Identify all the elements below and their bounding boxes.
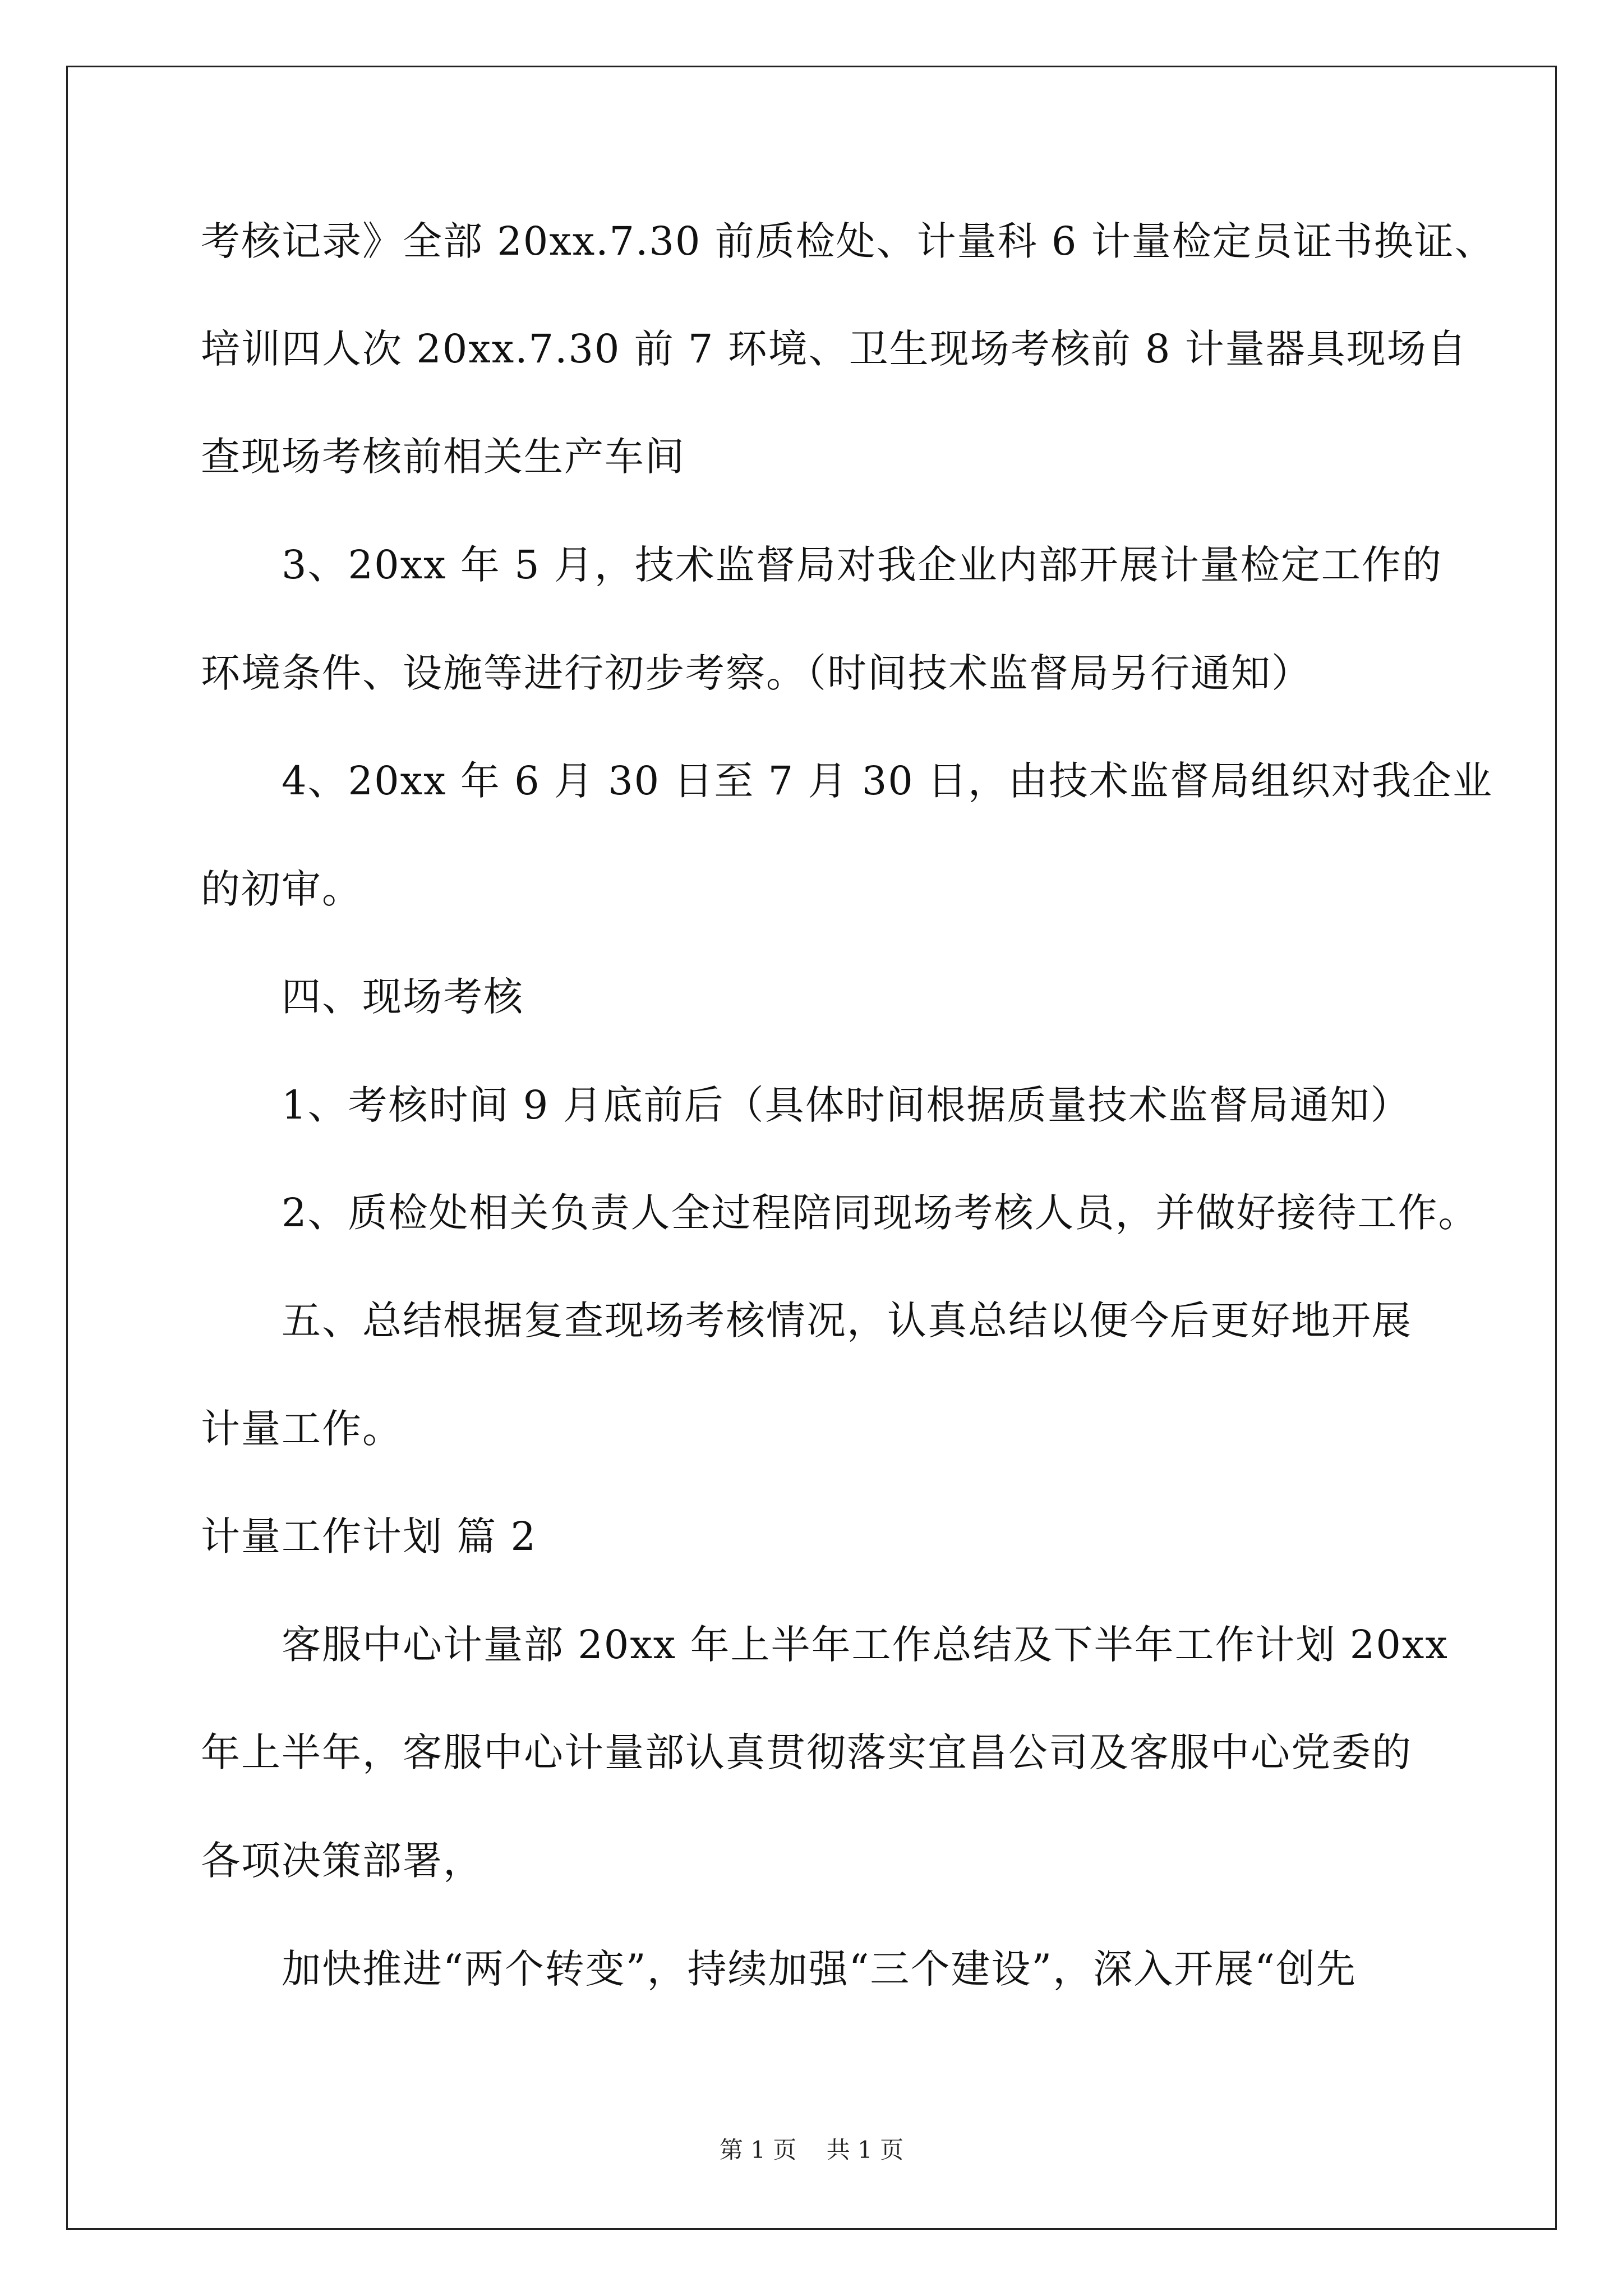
text-line: 加快推进“两个转变”，持续加强“三个建设”，深入开展“创先 (282, 1946, 1357, 1992)
text-line: 的初审。 (201, 866, 362, 912)
section-heading: 四、现场考核 (282, 974, 524, 1020)
text-line: 计量工作。 (201, 1406, 403, 1452)
page-number-footer: 第 1 页 共 1 页 (719, 2136, 904, 2164)
text-line: 考核记录》全部 20xx.7.30 前质检处、计量科 6 计量检定员证书换证、 (201, 218, 1495, 264)
text-line: 客服中心计量部 20xx 年上半年工作总结及下半年工作计划 20xx (282, 1622, 1449, 1668)
text-line: 3、20xx 年 5 月，技术监督局对我企业内部开展计量检定工作的 (282, 542, 1442, 588)
text-line: 1、考核时间 9 月底前后（具体时间根据质量技术监督局通知） (282, 1082, 1411, 1128)
page-frame (66, 66, 1557, 2230)
text-line: 年上半年，客服中心计量部认真贯彻落实宜昌公司及客服中心党委的 (201, 1729, 1412, 1775)
text-line: 各项决策部署， (201, 1838, 483, 1884)
text-line: 培训四人次 20xx.7.30 前 7 环境、卫生现场考核前 8 计量器具现场自 (201, 326, 1468, 372)
text-line: 4、20xx 年 6 月 30 日至 7 月 30 日，由技术监督局组织对我企业 (282, 758, 1493, 804)
text-line: 查现场考核前相关生产车间 (201, 434, 685, 480)
text-line: 2、质检处相关负责人全过程陪同现场考核人员，并做好接待工作。 (282, 1190, 1479, 1236)
article-title: 计量工作计划 篇 2 (201, 1513, 537, 1559)
text-line: 五、总结根据复查现场考核情况，认真总结以便今后更好地开展 (282, 1297, 1412, 1343)
text-line: 环境条件、设施等进行初步考察。（时间技术监督局另行通知） (201, 650, 1312, 696)
